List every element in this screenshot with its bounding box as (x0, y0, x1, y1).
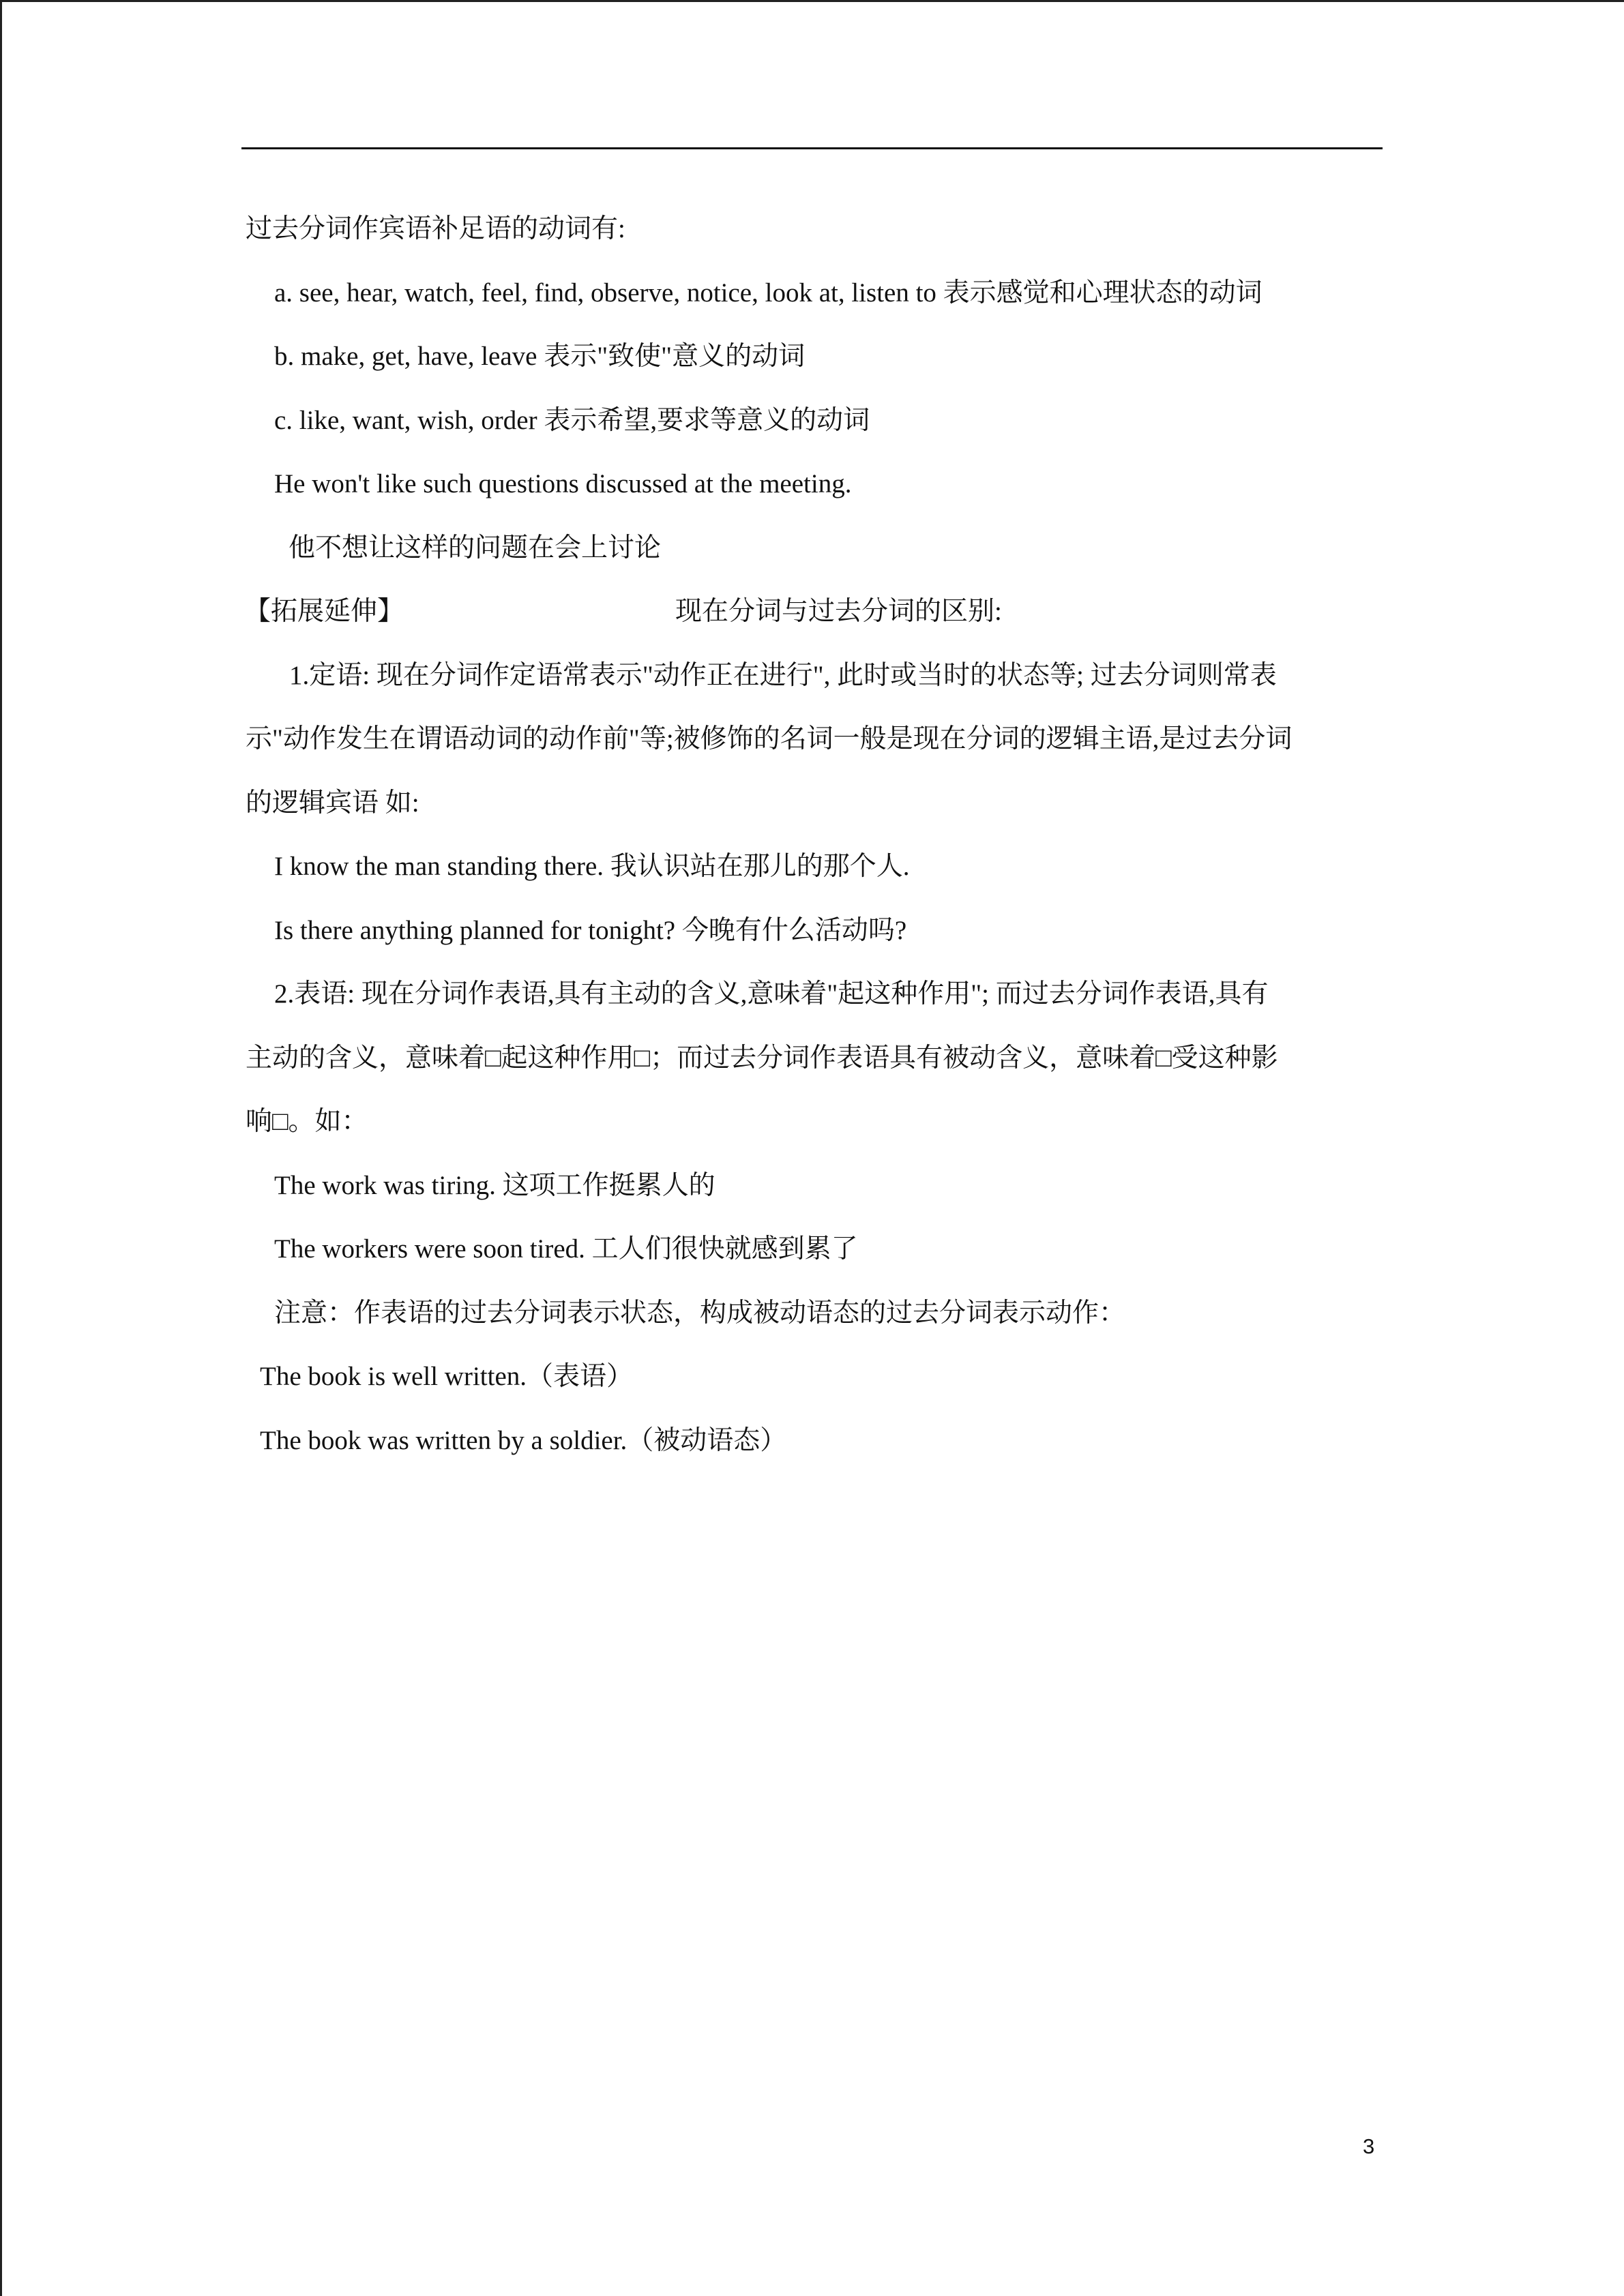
header-divider (241, 147, 1383, 149)
extension-subtitle: 现在分词与过去分词的区别: (675, 597, 1002, 626)
point-1-example-a: I know the man standing there. 我认识站在那儿的那个人. (274, 852, 910, 881)
point-2-line-1: 2.表语: 现在分词作表语,具有主动的含义,意味着"起这种作用"; 而过去分词作表语,具有 (274, 979, 1269, 1009)
extension-heading: 【拓展延伸】 (244, 597, 404, 626)
page-border-top (0, 0, 1624, 2)
point-1-example-b: Is there anything planned for tonight? 今晚有什么活动吗? (274, 916, 907, 945)
point-2-line-2: 主动的含义，意味着□起这种作用□；而过去分词作表语具有被动含义，意味着□受这种影 (246, 1043, 1278, 1073)
note-text: 注意：作表语的过去分词表示状态，构成被动语态的过去分词表示动作： (274, 1298, 1126, 1328)
point-1-line-1: 1.定语: 现在分词作定语常表示"动作正在进行", 此时或当时的状态等; 过去分词则常表 (289, 661, 1277, 690)
note-example-1: The book is well written.（表语） (260, 1362, 634, 1391)
verb-list-item-a: a. see, hear, watch, feel, find, observe, notice, look at, listen to 表示感觉和心理状态的动词 (274, 278, 1263, 308)
point-2-example-a: The work was tiring. 这项工作挺累人的 (274, 1171, 715, 1200)
intro-text: 过去分词作宾语补足语的动词有: (246, 214, 625, 243)
point-2-example-b: The workers were soon tired. 工人们很快就感到累了 (274, 1234, 858, 1264)
point-2-line-3: 响□。如： (246, 1107, 368, 1136)
verb-list-item-b: b. make, get, have, leave 表示"致使"意义的动词 (274, 342, 806, 371)
verb-list-item-c: c. like, want, wish, order 表示希望,要求等意义的动词 (274, 406, 870, 435)
page-border-left (0, 0, 2, 2296)
note-example-2: The book was written by a soldier.（被动语态） (260, 1426, 787, 1455)
point-1-line-3: 的逻辑宾语 如: (246, 788, 419, 818)
point-1-line-2: 示"动作发生在谓语动词的动作前"等;被修饰的名词一般是现在分词的逻辑主语,是过去分词 (246, 724, 1293, 754)
page-number: 3 (1363, 2134, 1375, 2158)
example-sentence-en: He won't like such questions discussed at the meeting. (274, 469, 852, 498)
example-sentence-zh: 他不想让这样的问题在会上讨论 (289, 533, 662, 563)
